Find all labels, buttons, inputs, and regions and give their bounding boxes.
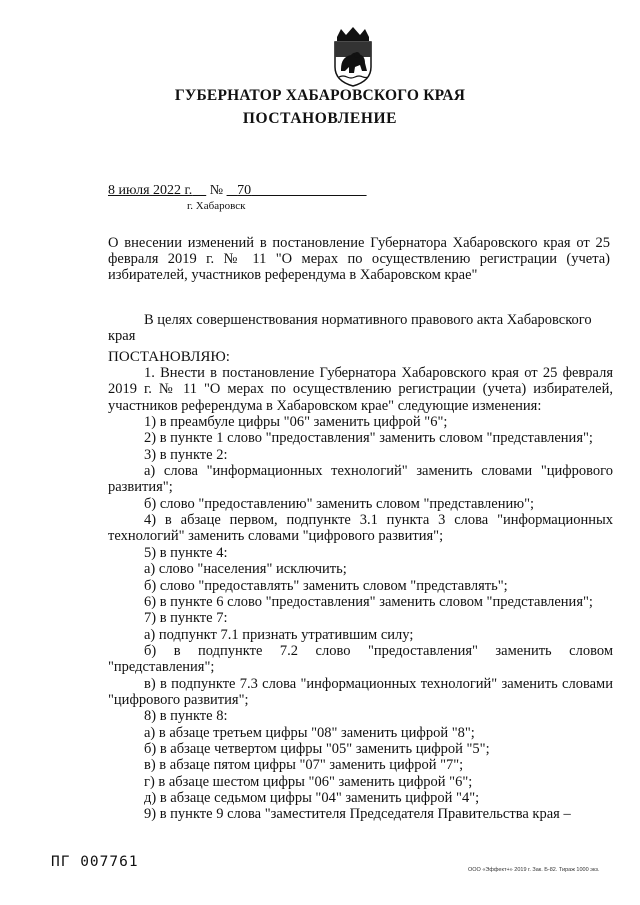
preamble: В целях совершенствования нормативного правового акта Хабаровского края (108, 312, 592, 345)
issuer-title: ГУБЕРНАТОР ХАБАРОВСКОГО КРАЯ (174, 87, 466, 104)
list-item: 7) в пункте 7: (144, 610, 228, 627)
list-item: 9) в пункте 9 слова "заместителя Председателя Правительства края – (144, 806, 571, 823)
list-item: 6) в пункте 6 слово "предоставления" заменить словом "представления"; (144, 593, 593, 610)
list-item: а) слова "информационных технологий" заменить словами "цифрового развития"; (108, 463, 613, 496)
list-item: 2) в пункте 1 слово "предоставления" заменить словом "представления"; (144, 430, 593, 447)
list-item: 1) в преамбуле цифры "06" заменить цифрой "6"; (144, 414, 448, 431)
list-item: д) в абзаце седьмом цифры "04" заменить цифрой "4"; (144, 789, 480, 806)
document-body (108, 312, 613, 823)
list-item: а) в абзаце третьем цифры "08" заменить цифрой "8"; (144, 724, 475, 741)
list-item: 1. Внести в постановление Губернатора Хабаровского края от 25 февраля 2019 г. № 11 "О мерах по осуществлению регистрации (учета) избирателей, участников референдума в Хабаровском крае" следующие изменения: (108, 365, 613, 414)
list-item: б) в подпункте 7.2 слово "предоставления" заменить словом "представления"; (108, 642, 613, 676)
number-label: № (209, 183, 224, 198)
list-item: г) в абзаце шестом цифры "06" заменить цифрой "6"; (144, 773, 473, 790)
list-item: 3) в пункте 2: (144, 446, 228, 463)
document-date: 8 июля 2022 г. (108, 183, 193, 198)
list-item: 4) в абзаце первом, подпункте 3.1 пункта 3 слова "информационных технологий" заменить словами "цифрового развития"; (108, 512, 613, 545)
document-number: 70 (237, 183, 252, 198)
document-type: ПОСТАНОВЛЕНИЕ (242, 110, 398, 127)
decree-word: ПОСТАНОВЛЯЮ: (108, 348, 230, 365)
khabarovsk-coat-of-arms-icon (327, 27, 379, 87)
printer-note: ООО «Эффект+» 2019 г. Зак. Б-82. Тираж 1000 экз. (468, 867, 600, 873)
date-number-line (108, 183, 367, 199)
document-subject: О внесении изменений в постановление Губернатора Хабаровского края от 25 февраля 2019 г. № 11 "О мерах по осуществлению регистрации (учета) избирателей, участников референдума в Хабаровском крае" (108, 235, 610, 283)
form-code: ПГ 007761 (51, 854, 139, 870)
list-item: в) в абзаце пятом цифры "07" заменить цифрой "7"; (144, 757, 464, 774)
list-item: 8) в пункте 8: (144, 708, 228, 725)
list-item: а) подпункт 7.1 признать утратившим силу; (144, 626, 414, 643)
list-item: в) в подпункте 7.3 слова "информационных технологий" заменить словами "цифрового развития"; (108, 675, 613, 708)
list-item: 5) в пункте 4: (144, 544, 228, 561)
list-item: б) в абзаце четвертом цифры "05" заменить цифрой "5"; (144, 740, 490, 757)
list-item: а) слово "населения" исключить; (144, 561, 347, 578)
list-item: б) слово "предоставлять" заменить словом "представлять"; (144, 577, 508, 594)
list-item: б) слово "предоставлению" заменить словом "представлению"; (144, 495, 535, 512)
city: г. Хабаровск (187, 200, 246, 212)
